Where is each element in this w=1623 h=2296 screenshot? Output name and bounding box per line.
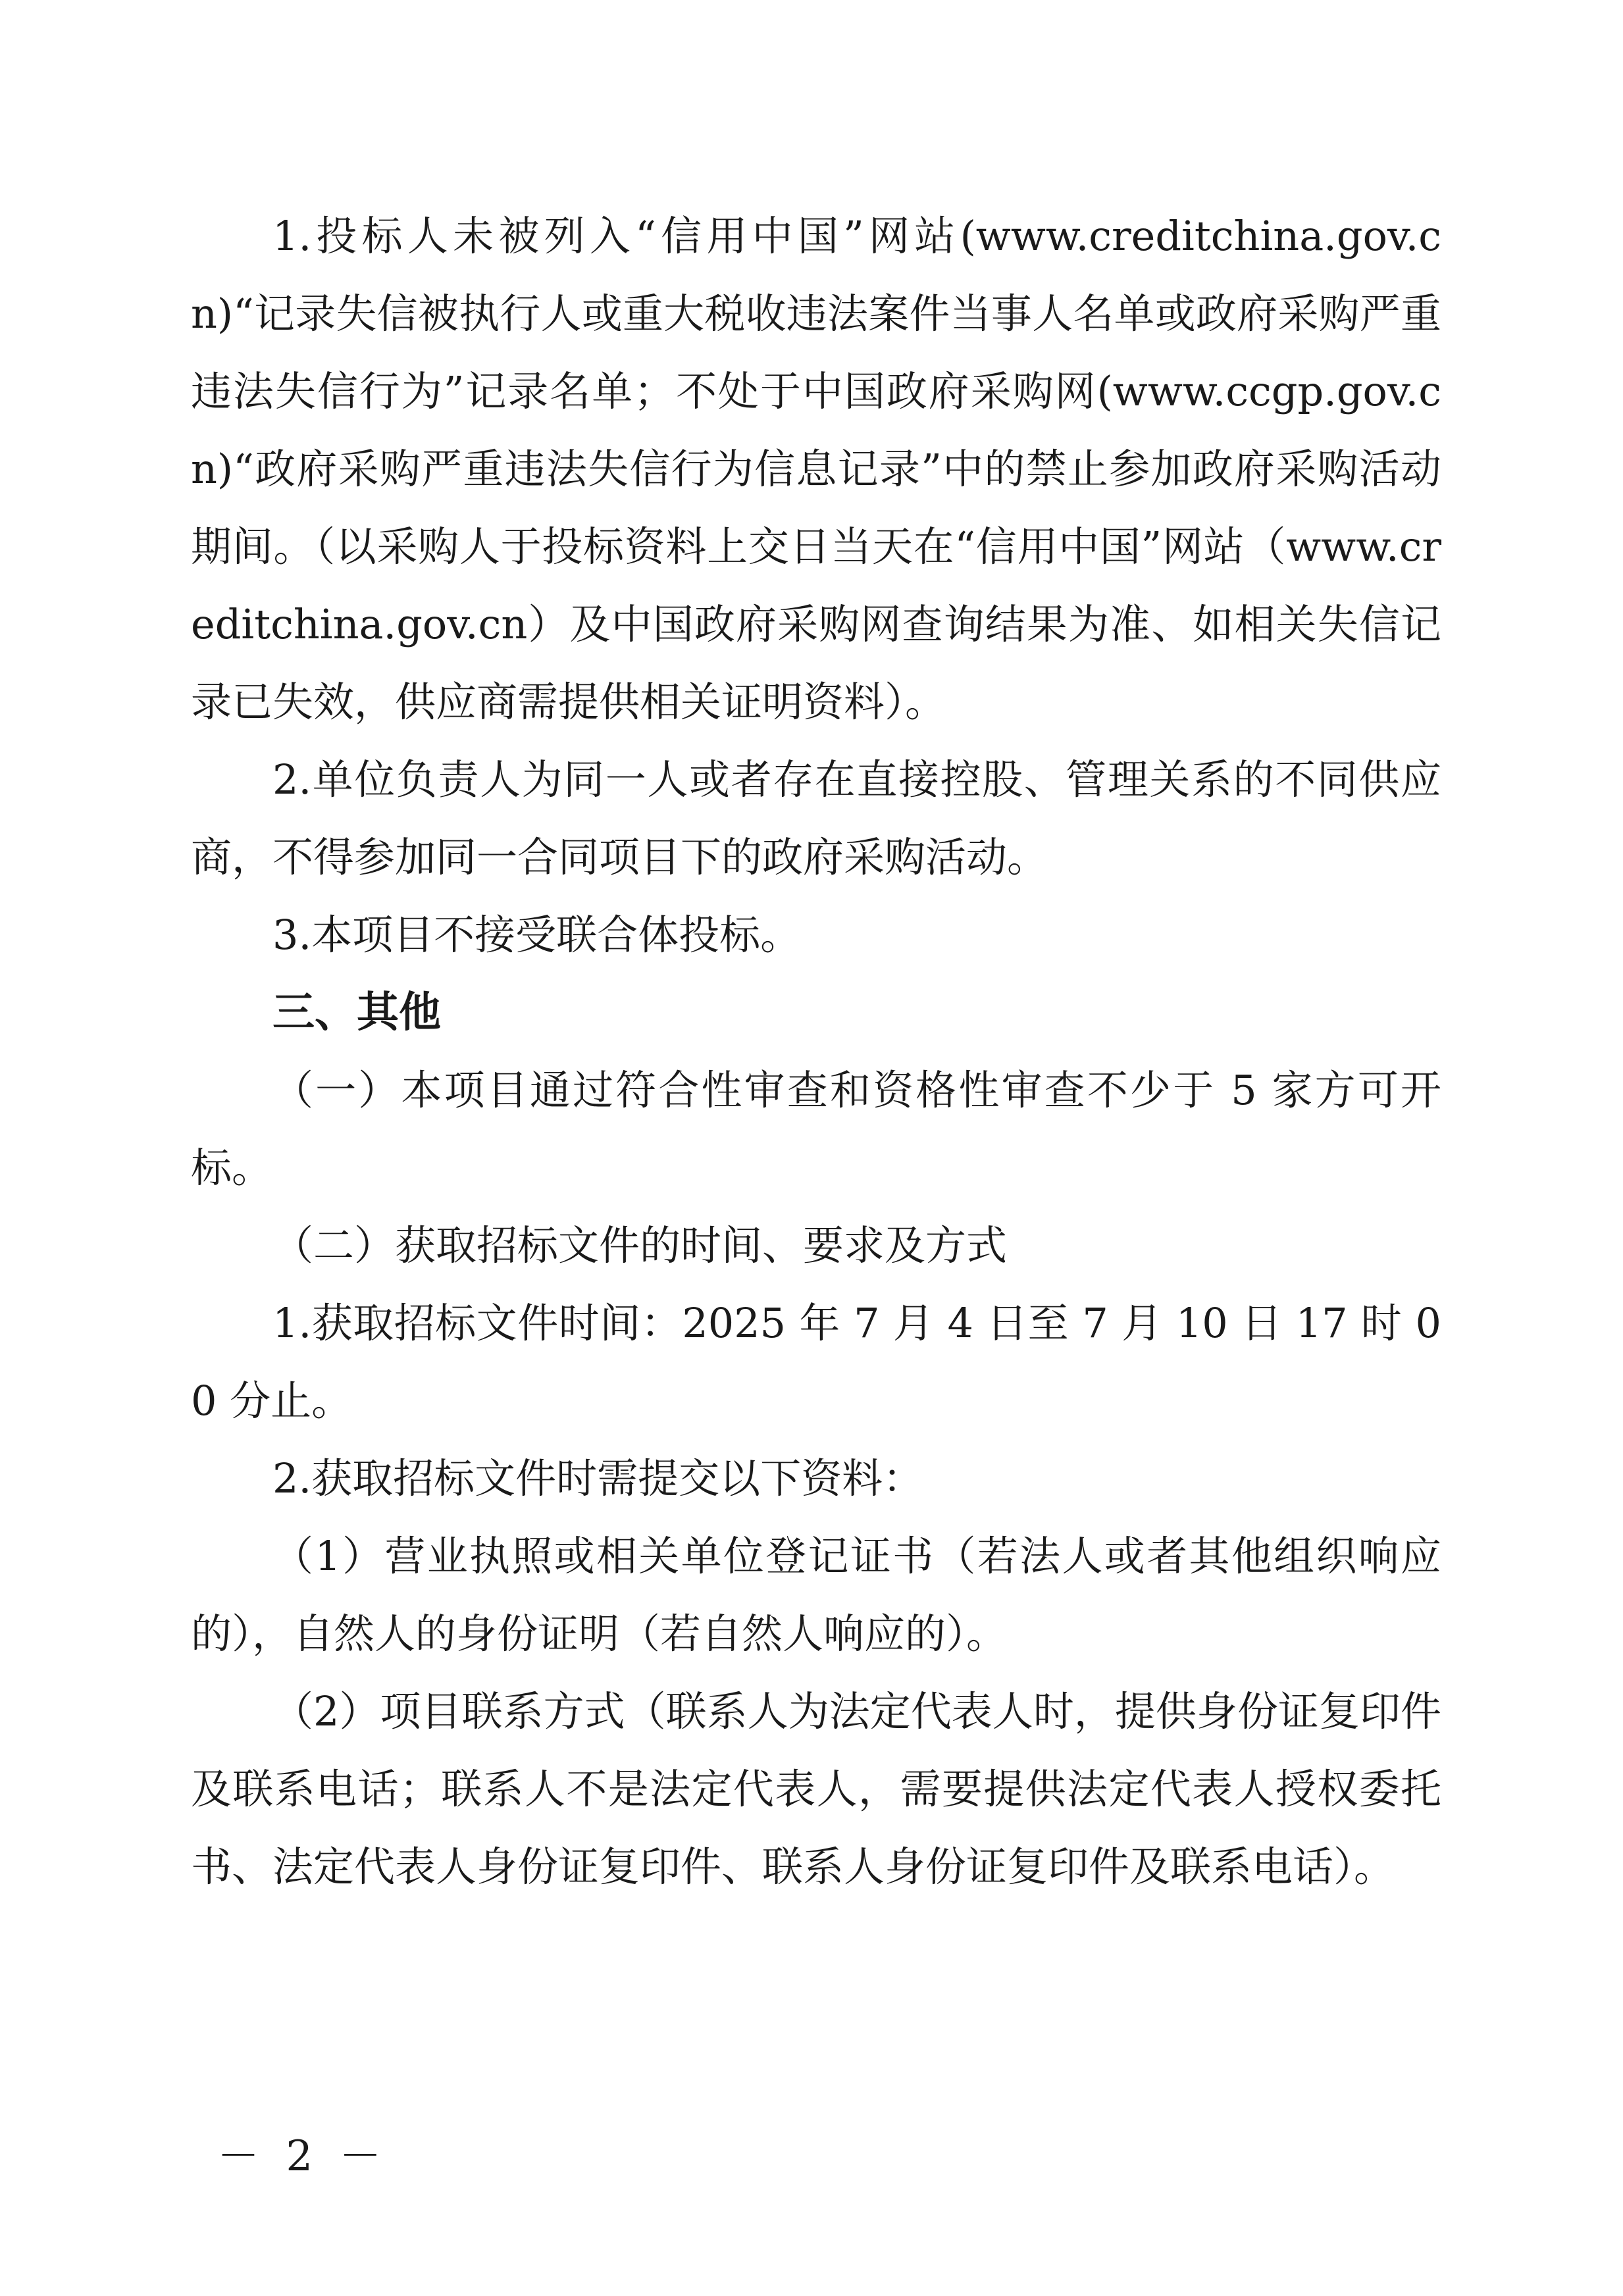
paragraph-min-bidders: （一）本项目通过符合性审查和资格性审查不少于 5 家方可开标。	[191, 1066, 1441, 1192]
section-heading-other: 三、其他	[272, 988, 441, 1037]
paragraph-obtain-time: 1.获取招标文件时间：2025 年 7 月 4 日至 7 月 10 日 17 时 00 分止。	[191, 1299, 1441, 1425]
paragraph-contact-info: （2）项目联系方式（联系人为法定代表人时，提供身份证复印件及联系电话；联系人不是法定代表人，需要提供法定代表人授权委托书、法定代表人身份证复印件、联系人身份证复印件及联系电话）。	[191, 1687, 1441, 1891]
document-page	[191, 197, 1441, 1906]
paragraph-business-license: （1）营业执照或相关单位登记证书（若法人或者其他组织响应的），自然人的身份证明（若自然人响应的）。	[191, 1532, 1441, 1658]
paragraph-credit-check: 1.投标人未被列入“信用中国”网站(www.creditchina.gov.cn)“记录失信被执行人或重大税收违法案件当事人名单或政府采购严重违法失信行为”记录名单；不处于中国政府采购网(www.ccgp.gov.cn)“政府采购严重违法失信行为信息记录”中的禁止参加政府采购活动期间。（以采购人于投标资料上交日当天在“信用中国”网站（www.creditchina.gov.cn）及中国政府采购网查询结果为准、如相关失信记录已失效，供应商需提供相关证明资料）。	[191, 212, 1441, 726]
page-number: － 2 －	[217, 2132, 388, 2181]
paragraph-related-suppliers: 2.单位负责人为同一人或者存在直接控股、管理关系的不同供应商，不得参加同一合同项目下的政府采购活动。	[191, 755, 1441, 881]
paragraph-required-materials: 2.获取招标文件时需提交以下资料：	[272, 1454, 924, 1502]
paragraph-obtain-docs-heading: （二）获取招标文件的时间、要求及方式	[272, 1221, 1008, 1269]
paragraph-no-consortium: 3.本项目不接受联合体投标。	[272, 911, 802, 959]
